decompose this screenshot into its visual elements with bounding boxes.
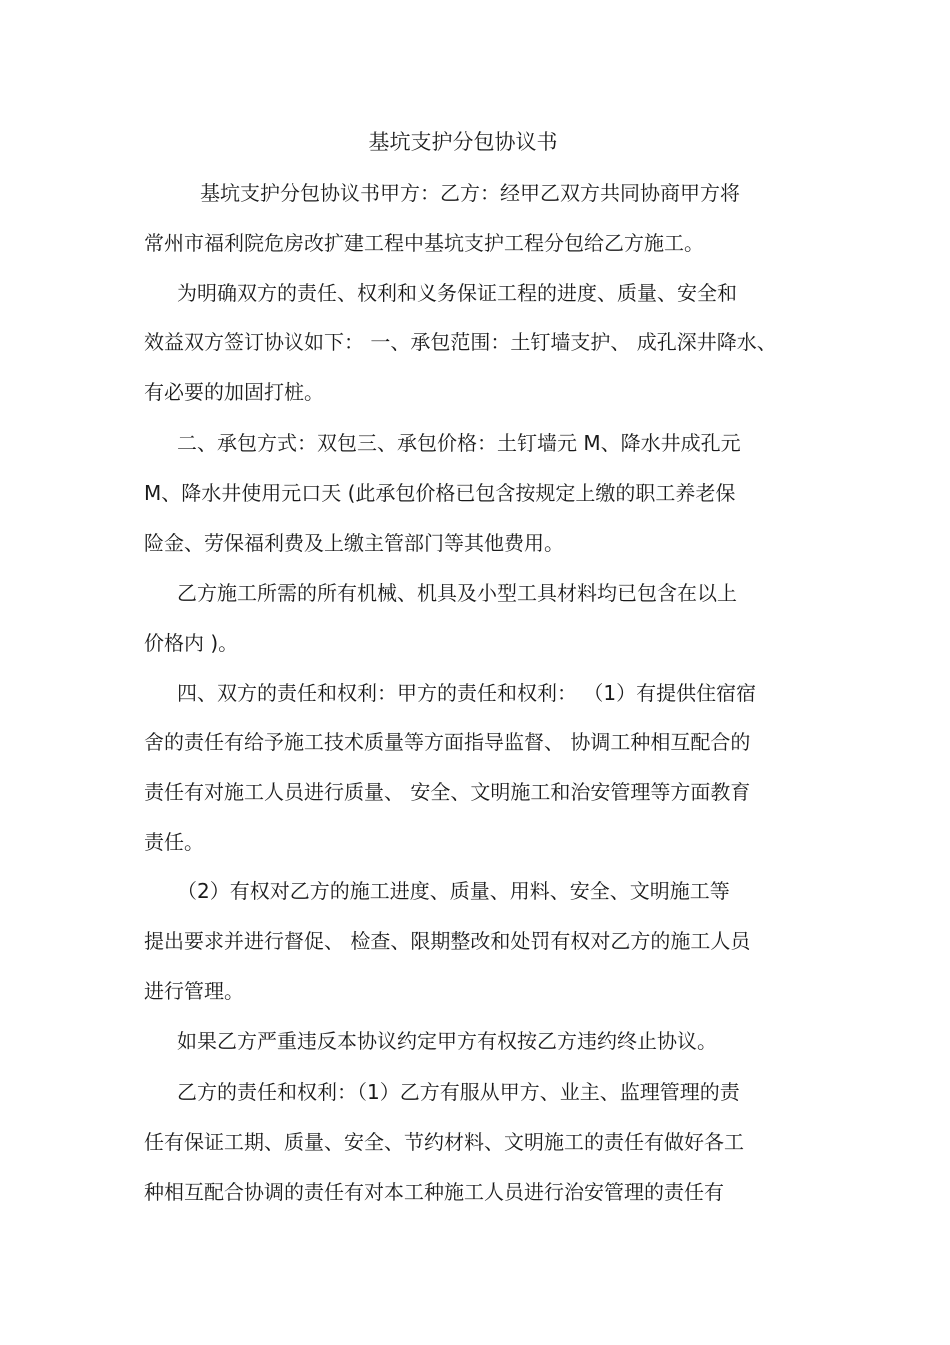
- text-line: 提出要求并进行督促、 检查、限期整改和处罚有权对乙方的施工人员: [144, 929, 751, 953]
- text-line: 责任有对施工人员进行质量、 安全、文明施工和治安管理等方面教育: [144, 780, 751, 804]
- text-line: 进行管理。: [144, 979, 244, 1003]
- text-line: 乙方的责任和权利：（1）乙方有服从甲方、业主、监理管理的责: [177, 1080, 740, 1104]
- text-line: 责任。: [144, 830, 204, 854]
- text-line: M、降水井使用元口天 (此承包价格已包含按规定上缴的职工养老保: [144, 481, 736, 505]
- document-title: 基坑支护分包协议书: [368, 130, 558, 154]
- text-line: 任有保证工期、质量、安全、节约材料、文明施工的责任有做好各工: [144, 1130, 744, 1154]
- text-line: 效益双方签订协议如下： 一、承包范围：土钉墙支护、 成孔深井降水、: [144, 330, 777, 354]
- text-line: 常州市福利院危房改扩建工程中基坑支护工程分包给乙方施工。: [144, 231, 704, 255]
- text-line: 四、双方的责任和权利：甲方的责任和权利： （1）有提供住宿宿: [177, 681, 757, 705]
- text-line: 为明确双方的责任、权利和义务保证工程的进度、质量、安全和: [177, 281, 737, 305]
- text-line: 有必要的加固打桩。: [144, 380, 324, 404]
- text-line: 价格内 )。: [144, 631, 239, 655]
- text-line: 乙方施工所需的所有机械、机具及小型工具材料均已包含在以上: [177, 581, 737, 605]
- text-line: 舍的责任有给予施工技术质量等方面指导监督、 协调工种相互配合的: [144, 730, 751, 754]
- text-line: 基坑支护分包协议书甲方：乙方：经甲乙双方共同协商甲方将: [200, 181, 740, 205]
- text-line: （2）有权对乙方的施工进度、质量、用料、安全、文明施工等: [177, 879, 730, 903]
- text-line: 如果乙方严重违反本协议约定甲方有权按乙方违约终止协议。: [177, 1029, 717, 1053]
- text-line: 种相互配合协调的责任有对本工种施工人员进行治安管理的责任有: [144, 1180, 724, 1204]
- text-line: 险金、劳保福利费及上缴主管部门等其他费用。: [144, 531, 564, 555]
- text-line: 二、承包方式：双包三、承包价格：土钉墙元 M、降水井成孔元: [177, 431, 741, 455]
